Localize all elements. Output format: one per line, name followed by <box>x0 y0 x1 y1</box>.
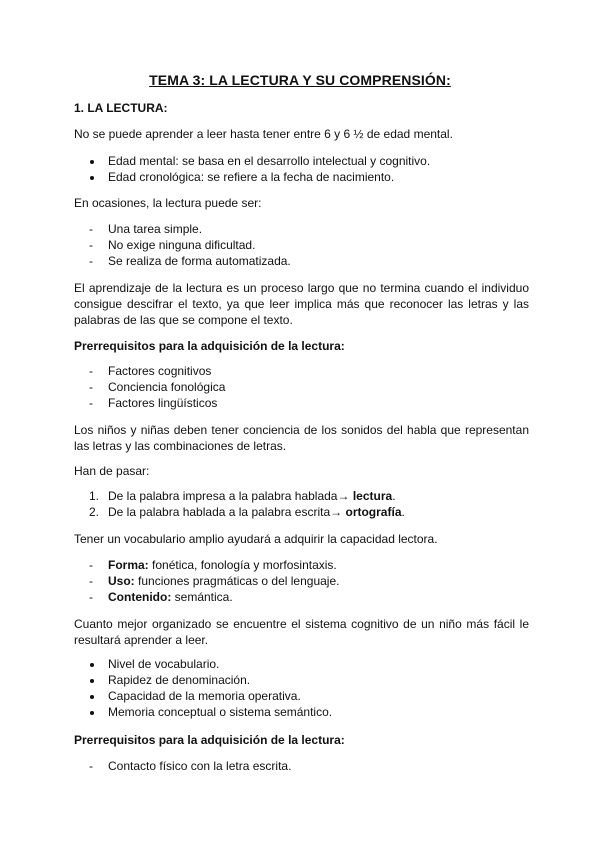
paragraph-line: resultará aprender a leer. <box>74 633 209 647</box>
list-item: Uso: funciones pragmáticas o del lenguaje. <box>108 574 340 588</box>
list-item: Contacto físico con la letra escrita. <box>108 759 292 773</box>
dash-marker: - <box>89 222 93 236</box>
dash-marker: - <box>89 254 93 268</box>
bullet-dot <box>90 679 94 683</box>
list-item: Contenido: semántica. <box>108 590 233 604</box>
list-item: Se realiza de forma automatizada. <box>108 254 291 268</box>
dash-marker: - <box>89 396 93 410</box>
bullet-dot <box>90 695 94 699</box>
must-pass: Han de pasar: <box>74 464 150 478</box>
list-item: Edad mental: se basa en el desarrollo intelectual y cognitivo. <box>108 154 431 168</box>
bullet-dot <box>90 663 94 667</box>
list-item: De la palabra impresa a la palabra hablada→ lectura. <box>108 489 396 503</box>
list-item: De la palabra hablada a la palabra escrita→ ortografía. <box>108 505 405 519</box>
list-item: Conciencia fonológica <box>108 380 226 394</box>
occasions-intro: En ocasiones, la lectura puede ser: <box>74 196 262 210</box>
dash-marker: - <box>89 574 93 588</box>
paragraph-line: Cuanto mejor organizado se encuentre el sistema cognitivo de un niño más fácil le <box>74 617 529 631</box>
list-item: Memoria conceptual o sistema semántico. <box>108 705 333 719</box>
bullet-dot <box>90 711 94 715</box>
cognitive-paragraph <box>74 616 529 648</box>
learning-paragraph <box>74 280 529 328</box>
list-item: No exige ninguna dificultad. <box>108 238 256 252</box>
step-number: 2. <box>89 505 100 519</box>
list-item: Una tarea simple. <box>108 222 203 236</box>
vocab-sentence: Tener un vocabulario amplio ayudará a adquirir la capacidad lectora. <box>74 532 438 546</box>
paragraph-line: Los niños y niñas deben tener conciencia de los sonidos del habla que representan <box>74 423 529 437</box>
bullet-dot <box>90 160 94 164</box>
dash-marker: - <box>89 380 93 394</box>
list-item: Factores cognitivos <box>108 364 212 378</box>
paragraph-line: El aprendizaje de la lectura es un proceso largo que no termina cuando el individuo <box>74 281 529 295</box>
paragraph-line: palabras de las que se compone el texto. <box>74 313 293 327</box>
intro-sentence: No se puede aprender a leer hasta tener entre 6 y 6 ½ de edad mental. <box>74 127 453 141</box>
list-item: Capacidad de la memoria operativa. <box>108 689 301 703</box>
dash-marker: - <box>89 238 93 252</box>
dash-marker: - <box>89 759 93 773</box>
sounds-paragraph <box>74 422 529 454</box>
bullet-dot <box>90 176 94 180</box>
list-item: Edad cronológica: se refiere a la fecha de nacimiento. <box>108 170 395 184</box>
list-item: Factores lingüísticos <box>108 396 218 410</box>
step-number: 1. <box>89 489 100 503</box>
section-heading-lectura: 1. LA LECTURA: <box>74 101 168 115</box>
dash-marker: - <box>89 364 93 378</box>
list-item: Nivel de vocabulario. <box>108 657 220 671</box>
dash-marker: - <box>89 590 93 604</box>
page-title: TEMA 3: LA LECTURA Y SU COMPRENSIÓN: <box>149 72 451 88</box>
dash-marker: - <box>89 558 93 572</box>
prereq-heading: Prerrequisitos para la adquisición de la lectura: <box>74 339 345 353</box>
paragraph-line: consigue descifrar el texto, ya que leer implica más que reconocer las letras y las <box>74 297 529 311</box>
prereq-heading: Prerrequisitos para la adquisición de la lectura: <box>74 733 345 747</box>
list-item: Forma: fonética, fonología y morfosintaxis. <box>108 558 337 572</box>
paragraph-line: las letras y las combinaciones de letras. <box>74 439 287 453</box>
list-item: Rapidez de denominación. <box>108 673 251 687</box>
